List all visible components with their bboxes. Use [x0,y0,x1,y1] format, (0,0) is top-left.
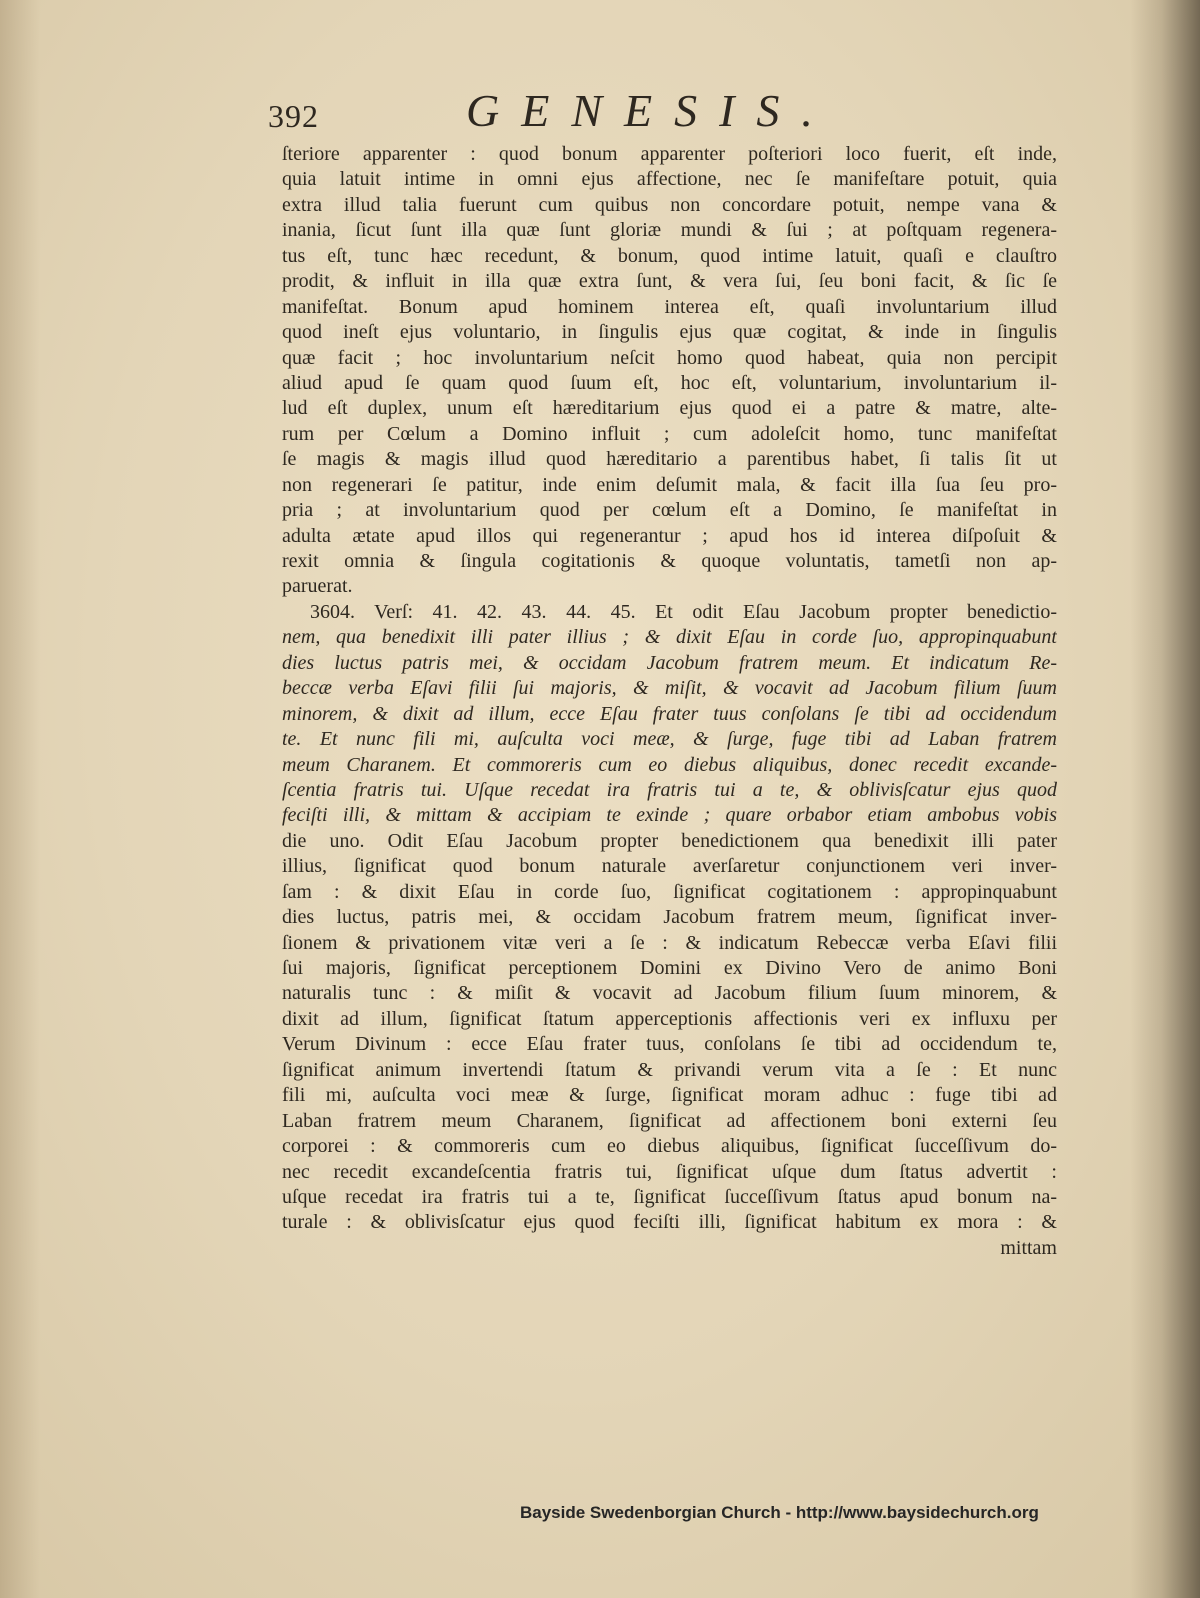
text-line: quia latuit intime in omni ejus affectione, nec ſe manifeſtare potuit, quia [282,168,1057,191]
text-line: lud eſt duplex, unum eſt hæreditarium ejus quod ei a patre & matre, alte- [282,397,1057,420]
text-line: rexit omnia & ſingula cogitationis & quoque voluntatis, tametſi non ap- [282,550,1057,572]
text-line: minorem, & dixit ad illum, ecce Eſau frater tuus conſolans ſe tibi ad occidendum [282,702,1057,725]
show-through-text [296,1270,1056,1336]
body-text [282,142,1057,1261]
text-line: adulta ætate apud illos qui regenerantur ; apud hos id interea diſpoſuit & [282,524,1057,547]
binding-gutter-shadow [1130,0,1200,1598]
text-line: dies luctus patris mei, & occidam Jacobum fratrem meum. Et indicatum Re- [282,651,1057,674]
text-line: te. Et nunc fili mi, auſculta voci meæ, & ſurge, fuge tibi ad Laban fratrem [282,728,1057,751]
left-edge-shadow [0,0,40,1598]
text-line: rum per Cœlum a Domino influit ; cum adoleſcit homo, tunc manifeſtat [282,422,1057,445]
text-line: inania, ſicut ſunt illa quæ ſunt gloriæ mundi & ſui ; at poſtquam regenera- [282,219,1057,242]
text-line: meum Charanem. Et commoreris cum eo diebus aliquibus, donec recedit excande- [282,753,1057,776]
running-title: GENESIS. [466,85,835,136]
text-line: quod ineſt ejus voluntario, in ſingulis ejus quæ cogitat, & inde in ſingulis [282,321,1057,344]
text-line: pria ; at involuntarium quod per cœlum eſt a Domino, ſe manifeſtat in [282,499,1057,522]
catchword: mittam [1000,1236,1057,1259]
text-line: ſignificat animum invertendi ſtatum & privandi verum vita a ſe : Et nunc [282,1058,1057,1081]
text-line: ſui majoris, ſignificat perceptionem Domini ex Divino Vero de animo Boni [282,957,1057,979]
text-line: uſque recedat ira fratris tui a te, ſignificat ſucceſſivum ſtatus apud bonum na- [282,1185,1057,1208]
text-line: non regenerari ſe patitur, inde enim deſumit mala, & facit illa ſua ſeu pro- [282,473,1057,496]
text-line: corporei : & commoreris cum eo diebus aliquibus, ſignificat ſucceſſivum do- [282,1135,1057,1158]
text-line: nec recedit excandeſcentia fratris tui, ſignificat uſque dum ſtatus advertit : [282,1160,1057,1183]
text-line: Verum Divinum : ecce Eſau frater tuus, conſolans ſe tibi ad occidendum te, [282,1033,1057,1056]
text-line: 3604. Verſ: 41. 42. 43. 44. 45. Et odit Eſau Jacobum propter benedictio- [310,600,1057,623]
text-line: ſe magis & magis illud quod hæreditario a parentibus habet, ſi talis ſit ut [282,448,1057,471]
page-header [268,84,908,144]
text-line: ſteriore apparenter : quod bonum apparenter poſteriori loco fuerit, eſt inde, [282,143,1057,165]
text-line: extra illud talia fuerunt cum quibus non concordare potuit, nempe vana & [282,193,1057,216]
text-line: nem, qua benedixit illi pater illius ; & dixit Eſau in corde ſuo, appropinquabunt [282,626,1057,649]
text-line: aliud apud ſe quam quod ſuum eſt, hoc eſt, voluntarium, involuntarium il- [282,371,1057,394]
text-line: turale : & oblivisſcatur ejus quod feciſti illi, ſignificat habitum ex mora : & [282,1211,1057,1234]
text-line: illius, ſignificat quod bonum naturale averſaretur conjunctionem veri inver- [282,855,1057,878]
text-line: Laban fratrem meum Charanem, ſignificat ad affectionem boni externi ſeu [282,1109,1057,1132]
text-line: tus eſt, tunc hæc recedunt, & bonum, quod intime latuit, quaſi e clauſtro [282,244,1057,267]
text-line: fili mi, auſculta voci meæ & ſurge, ſignificat moram adhuc : fuge tibi ad [282,1084,1057,1107]
text-line: die uno. Odit Eſau Jacobum propter benedictionem qua benedixit illi pater [282,829,1057,852]
text-line: ſionem & privationem vitæ veri a ſe : & indicatum Rebeccæ verba Eſavi filii [282,931,1057,954]
text-line: ſcentia fratris tui. Uſque recedat ira fratris tui a te, & oblivisſcatur ejus quod [282,778,1057,801]
text-line: prodit, & influit in illa quæ extra ſunt, & vera ſui, ſeu boni facit, & ſic ſe [282,270,1057,293]
text-line: quæ facit ; hoc involuntarium neſcit homo quod habeat, quia non percipit [282,346,1057,369]
text-line: manifeſtat. Bonum apud hominem interea eſt, quaſi involuntarium illud [282,295,1057,318]
text-line: feciſti illi, & mittam & accipiam te exinde ; quare orbabor etiam ambobus vobis [282,804,1057,827]
text-line: ſam : & dixit Eſau in corde ſuo, ſignificat cogitationem : appropinquabunt [282,880,1057,903]
text-line: beccæ verba Eſavi filii ſui majoris, & miſit, & vocavit ad Jacobum filium ſuum [282,677,1057,700]
text-line: dies luctus, patris mei, & occidam Jacobum fratrem meum, ſignificat inver- [282,906,1057,929]
page-number: 392 [268,98,319,134]
watermark: Bayside Swedenborgian Church - http://www.baysidechurch.org [520,1503,1039,1522]
text-line: naturalis tunc : & miſit & vocavit ad Jacobum filium ſuum minorem, & [282,982,1057,1005]
text-line: dixit ad illum, ſignificat ſtatum apperceptionis affectionis veri ex influxu per [282,1007,1057,1030]
text-line: paruerat. [282,575,353,598]
